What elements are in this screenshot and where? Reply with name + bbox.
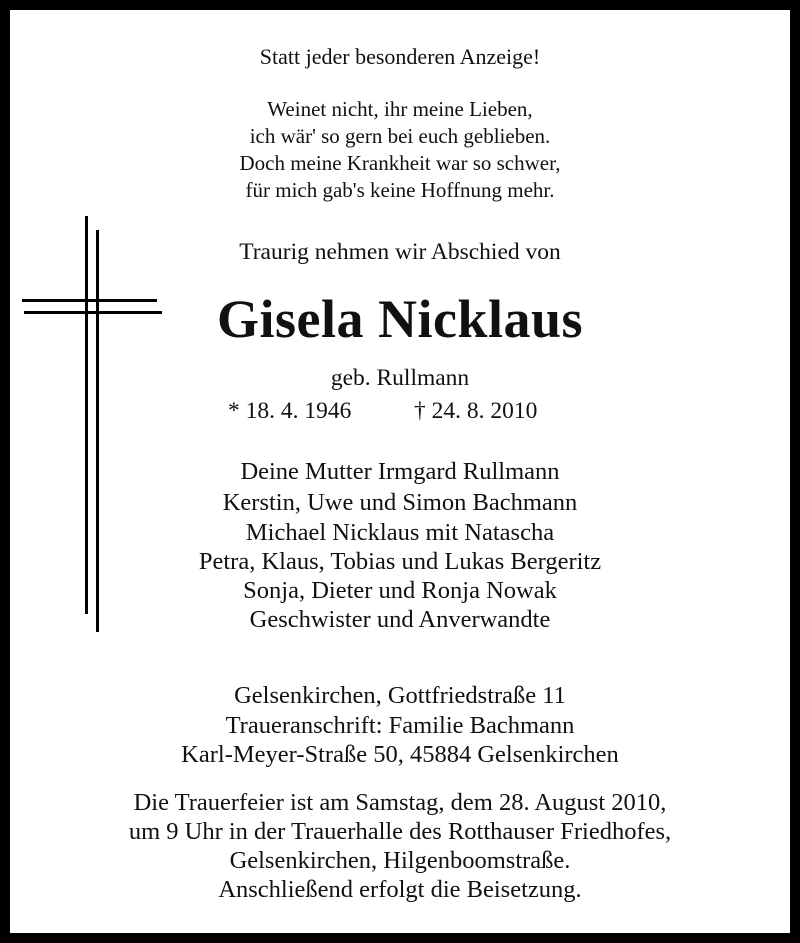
- mourner-line: Michael Nicklaus mit Natascha: [245, 519, 555, 546]
- farewell-intro: Traurig nehmen wir Abschied von: [239, 239, 561, 265]
- ceremony-line: Gelsenkirchen, Hilgenboomstraße.: [229, 847, 571, 874]
- maiden-name: geb. Rullmann: [330, 365, 470, 391]
- mourner-line: Kerstin, Uwe und Simon Bachmann: [222, 489, 578, 516]
- address-line: Traueranschrift: Familie Bachmann: [225, 712, 575, 739]
- ceremony-line: Anschließend erfolgt die Beisetzung.: [218, 876, 582, 903]
- mourner-line: Sonja, Dieter und Ronja Nowak: [243, 577, 557, 604]
- death-date: † 24. 8. 2010: [414, 398, 538, 424]
- mourner-line: Geschwister und Anverwandte: [249, 606, 551, 633]
- address-line: Karl-Meyer-Straße 50, 45884 Gelsenkirchen: [181, 741, 619, 768]
- poem-line: Doch meine Krankheit war so schwer,: [239, 151, 561, 175]
- notice-header: Statt jeder besonderen Anzeige!: [259, 44, 541, 69]
- poem-line: für mich gab's keine Hoffnung mehr.: [245, 178, 555, 202]
- deceased-name: Gisela Nicklaus: [216, 289, 584, 349]
- birth-date: * 18. 4. 1946: [228, 398, 352, 424]
- poem-line: Weinet nicht, ihr meine Lieben,: [267, 97, 533, 121]
- poem-line: ich wär' so gern bei euch geblieben.: [249, 124, 551, 148]
- mourner-line: Petra, Klaus, Tobias und Lukas Bergeritz: [198, 548, 602, 575]
- ceremony-line: Die Trauerfeier ist am Samstag, dem 28. August 2010,: [133, 789, 667, 816]
- ceremony-line: um 9 Uhr in der Trauerhalle des Rotthauser Friedhofes,: [128, 818, 672, 845]
- address-line: Gelsenkirchen, Gottfriedstraße 11: [234, 682, 566, 709]
- mourner-line: Deine Mutter Irmgard Rullmann: [240, 458, 560, 485]
